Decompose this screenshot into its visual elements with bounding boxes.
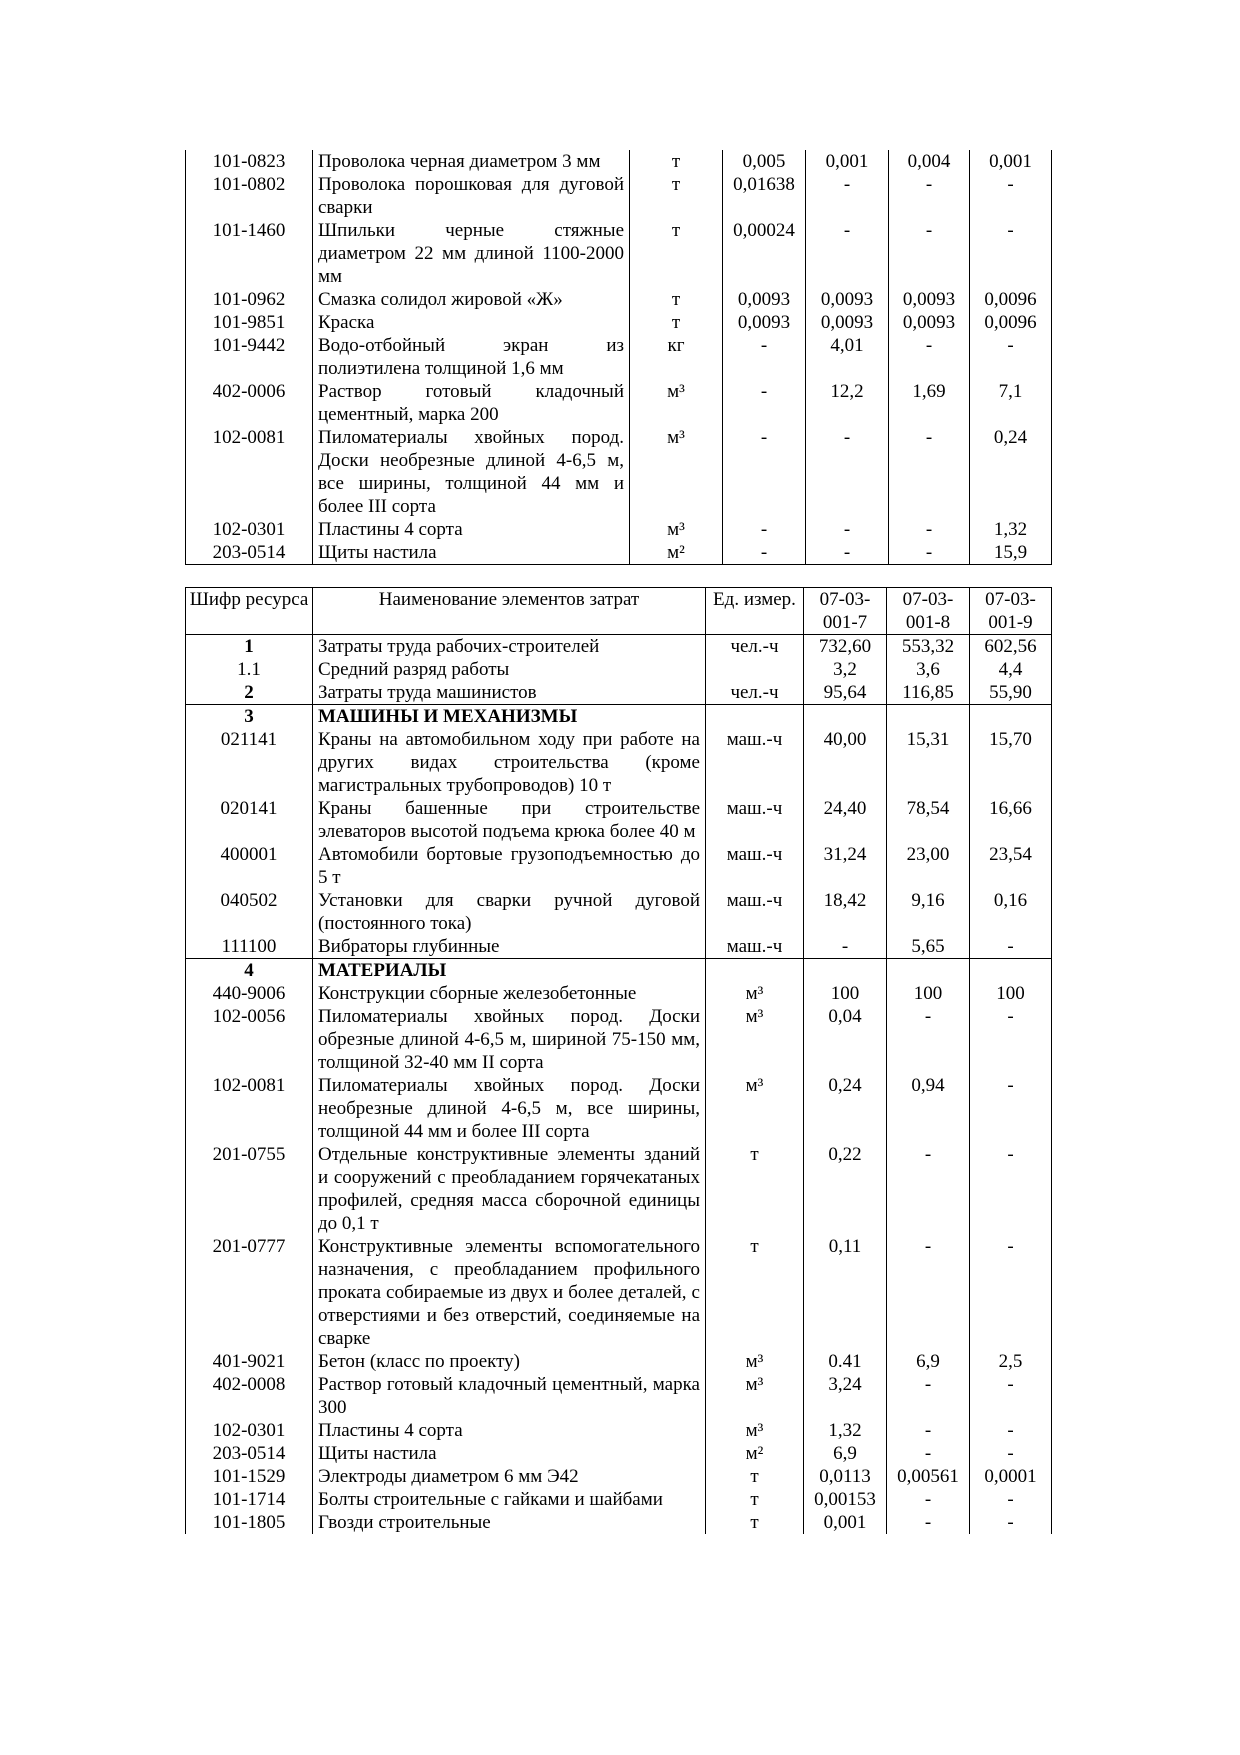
value-cell-3: - <box>970 1511 1052 1534</box>
unit-cell: т <box>706 1465 804 1488</box>
value-cell-3: 16,66 <box>970 797 1052 843</box>
resource-name-cell: Гвозди строительные <box>313 1511 706 1534</box>
resource-name-cell: Конструктивные элементы вспомогательного назначения, с преобладанием профильного проката собираемые из двух и более деталей, с отверстиями и без отверстий, соединяемые на сварке <box>313 1235 706 1350</box>
table-row <box>186 843 1052 889</box>
value-cell-3: 602,56 <box>970 635 1052 659</box>
unit-cell: т <box>706 1235 804 1350</box>
value-cell-1: 0,11 <box>804 1235 887 1350</box>
unit-cell: чел.-ч <box>706 681 804 705</box>
header-norm-3: 07-03-001-9 <box>970 588 1052 635</box>
unit-cell: м² <box>630 541 723 565</box>
resource-code-cell: 101-1714 <box>186 1488 313 1511</box>
value-cell-1: 3,2 <box>804 658 887 681</box>
value-cell-3 <box>970 705 1052 729</box>
resource-name-cell: Краска <box>313 311 630 334</box>
unit-cell: маш.-ч <box>706 889 804 935</box>
value-cell-3: 0,004 <box>889 150 970 173</box>
table-row <box>186 1350 1052 1373</box>
value-cell-3: - <box>970 1488 1052 1511</box>
resource-code-cell: 1 <box>186 635 313 659</box>
resource-code-cell: 201-0755 <box>186 1143 313 1235</box>
materials-table-body <box>186 150 1052 565</box>
value-cell-1: 0,24 <box>804 1074 887 1143</box>
value-cell-1: 1,32 <box>804 1419 887 1442</box>
unit-cell: т <box>630 173 723 219</box>
value-cell-2: 100 <box>887 982 970 1005</box>
value-cell-4: 0,24 <box>970 426 1052 518</box>
value-cell-1: 0,04 <box>804 1005 887 1074</box>
value-cell-2: - <box>887 1005 970 1074</box>
value-cell-1: 31,24 <box>804 843 887 889</box>
value-cell-2: - <box>887 1373 970 1419</box>
unit-cell: маш.-ч <box>706 797 804 843</box>
table-row <box>186 1442 1052 1465</box>
value-cell-1 <box>804 705 887 729</box>
value-cell-4: 7,1 <box>970 380 1052 426</box>
resource-name-cell: Проволока порошковая для дуговой сварки <box>313 173 630 219</box>
value-cell-1: 0,00153 <box>804 1488 887 1511</box>
table-row <box>186 658 1052 681</box>
header-unit: Ед. измер. <box>706 588 804 635</box>
table-row <box>186 219 1052 288</box>
unit-cell: м³ <box>630 518 723 541</box>
value-cell-2: 553,32 <box>887 635 970 659</box>
resource-name-cell: Электроды диаметром 6 мм Э42 <box>313 1465 706 1488</box>
unit-cell: т <box>706 1488 804 1511</box>
value-cell-4: - <box>970 334 1052 380</box>
unit-cell: маш.-ч <box>706 728 804 797</box>
value-cell-1: 18,42 <box>804 889 887 935</box>
resource-code-cell: 102-0056 <box>186 1005 313 1074</box>
value-cell-3: - <box>889 219 970 288</box>
value-cell-1: 0,0093 <box>723 311 806 334</box>
value-cell-1: 6,9 <box>804 1442 887 1465</box>
value-cell-1: 0,001 <box>804 1511 887 1534</box>
value-cell-2: - <box>887 1143 970 1235</box>
value-cell-3: 15,70 <box>970 728 1052 797</box>
resource-name-cell: Щиты настила <box>313 541 630 565</box>
unit-cell <box>706 658 804 681</box>
value-cell-3: 0,0093 <box>889 311 970 334</box>
value-cell-3: 0,0093 <box>889 288 970 311</box>
value-cell-2: 15,31 <box>887 728 970 797</box>
value-cell-3: - <box>970 1143 1052 1235</box>
value-cell-2: 6,9 <box>887 1350 970 1373</box>
table-row <box>186 426 1052 518</box>
header-resource-code: Шифр ресурса <box>186 588 313 635</box>
value-cell-2: - <box>806 219 889 288</box>
resource-name-cell: Пластины 4 сорта <box>313 1419 706 1442</box>
table-row <box>186 380 1052 426</box>
section-row <box>186 705 1052 729</box>
table-row <box>186 173 1052 219</box>
value-cell-2 <box>887 705 970 729</box>
value-cell-2: 0,001 <box>806 150 889 173</box>
value-cell-1: 100 <box>804 982 887 1005</box>
value-cell-4: 15,9 <box>970 541 1052 565</box>
table-row <box>186 1465 1052 1488</box>
table-row <box>186 1511 1052 1534</box>
value-cell-3: - <box>970 1373 1052 1419</box>
table-row <box>186 334 1052 380</box>
value-cell-2: 0,94 <box>887 1074 970 1143</box>
table-header-row <box>186 588 1052 635</box>
table-row <box>186 311 1052 334</box>
resource-code-cell: 440-9006 <box>186 982 313 1005</box>
resource-code-cell: 101-1805 <box>186 1511 313 1534</box>
unit-cell: маш.-ч <box>706 935 804 959</box>
unit-cell: м³ <box>630 426 723 518</box>
value-cell-1: 0,01638 <box>723 173 806 219</box>
value-cell-2: - <box>887 1511 970 1534</box>
unit-cell <box>706 959 804 983</box>
resource-code-cell: 101-1460 <box>186 219 313 288</box>
unit-cell: кг <box>630 334 723 380</box>
resource-code-cell: 1.1 <box>186 658 313 681</box>
resource-code-cell: 4 <box>186 959 313 983</box>
value-cell-3: 0,16 <box>970 889 1052 935</box>
resource-name-cell: Затраты труда машинистов <box>313 681 706 705</box>
table-row <box>186 728 1052 797</box>
resource-name-cell: Конструкции сборные железобетонные <box>313 982 706 1005</box>
table-row <box>186 1235 1052 1350</box>
value-cell-2: - <box>887 1419 970 1442</box>
unit-cell <box>706 705 804 729</box>
value-cell-2: - <box>806 518 889 541</box>
table-row <box>186 889 1052 935</box>
table-row <box>186 541 1052 565</box>
resource-code-cell: 101-9851 <box>186 311 313 334</box>
value-cell-3: 1,69 <box>889 380 970 426</box>
value-cell-3: - <box>970 935 1052 959</box>
value-cell-2: 116,85 <box>887 681 970 705</box>
resource-code-cell: 101-0802 <box>186 173 313 219</box>
resource-code-cell: 101-0823 <box>186 150 313 173</box>
unit-cell: м³ <box>706 1005 804 1074</box>
resource-code-cell: 203-0514 <box>186 541 313 565</box>
resource-code-cell: 102-0081 <box>186 426 313 518</box>
value-cell-2: 0,0093 <box>806 288 889 311</box>
unit-cell: м³ <box>706 1350 804 1373</box>
value-cell-1: 0,005 <box>723 150 806 173</box>
resource-code-cell: 3 <box>186 705 313 729</box>
value-cell-3: 2,5 <box>970 1350 1052 1373</box>
value-cell-1: 0.41 <box>804 1350 887 1373</box>
resource-code-cell: 101-1529 <box>186 1465 313 1488</box>
value-cell-1: 732,60 <box>804 635 887 659</box>
value-cell-2: - <box>887 1488 970 1511</box>
resource-code-cell: 201-0777 <box>186 1235 313 1350</box>
resource-name-cell: Шпильки черные стяжные диаметром 22 мм длиной 1100-2000 мм <box>313 219 630 288</box>
value-cell-2: 0,00561 <box>887 1465 970 1488</box>
resource-code-cell: 102-0081 <box>186 1074 313 1143</box>
resource-code-cell: 020141 <box>186 797 313 843</box>
value-cell-2: 3,6 <box>887 658 970 681</box>
resource-name-cell: Пиломатериалы хвойных пород. Доски обрезные длиной 4-6,5 м, шириной 75-150 мм, толщиной 32-40 мм II сорта <box>313 1005 706 1074</box>
value-cell-1 <box>804 959 887 983</box>
table-row <box>186 982 1052 1005</box>
value-cell-4: 0,001 <box>970 150 1052 173</box>
unit-cell: м³ <box>630 380 723 426</box>
table-row <box>186 288 1052 311</box>
resource-code-cell: 101-0962 <box>186 288 313 311</box>
value-cell-1: 3,24 <box>804 1373 887 1419</box>
value-cell-4: - <box>970 173 1052 219</box>
unit-cell: м³ <box>706 1373 804 1419</box>
value-cell-2: 5,65 <box>887 935 970 959</box>
value-cell-3: 55,90 <box>970 681 1052 705</box>
resource-name-cell: Пиломатериалы хвойных пород. Доски необрезные длиной 4-6,5 м, все ширины, толщиной 44 мм и более III сорта <box>313 1074 706 1143</box>
resource-name-cell: Установки для сварки ручной дуговой (постоянного тока) <box>313 889 706 935</box>
value-cell-2 <box>887 959 970 983</box>
resource-code-cell: 102-0301 <box>186 1419 313 1442</box>
resource-code-cell: 021141 <box>186 728 313 797</box>
table-row <box>186 518 1052 541</box>
unit-cell: м³ <box>706 1419 804 1442</box>
value-cell-2: - <box>806 426 889 518</box>
value-cell-2: 23,00 <box>887 843 970 889</box>
unit-cell: т <box>706 1143 804 1235</box>
materials-table-continued <box>185 150 1052 565</box>
table-row <box>186 1143 1052 1235</box>
value-cell-3: 23,54 <box>970 843 1052 889</box>
resource-name-cell: Раствор готовый кладочный цементный, марка 300 <box>313 1373 706 1419</box>
value-cell-3: - <box>970 1074 1052 1143</box>
resource-code-cell: 102-0301 <box>186 518 313 541</box>
unit-cell: т <box>630 311 723 334</box>
value-cell-4: 0,0096 <box>970 288 1052 311</box>
value-cell-3: - <box>970 1235 1052 1350</box>
resource-name-cell: Пластины 4 сорта <box>313 518 630 541</box>
resource-name-cell: Средний разряд работы <box>313 658 706 681</box>
resource-name-cell: Пиломатериалы хвойных пород. Доски необрезные длиной 4-6,5 м, все ширины, толщиной 44 мм и более III сорта <box>313 426 630 518</box>
header-norm-2: 07-03-001-8 <box>887 588 970 635</box>
value-cell-4: 1,32 <box>970 518 1052 541</box>
value-cell-4: 0,0096 <box>970 311 1052 334</box>
value-cell-2: 78,54 <box>887 797 970 843</box>
resource-name-cell: Болты строительные с гайками и шайбами <box>313 1488 706 1511</box>
resource-name-cell: Вибраторы глубинные <box>313 935 706 959</box>
resource-code-cell: 401-9021 <box>186 1350 313 1373</box>
resource-name-cell: Краны башенные при строительстве элеваторов высотой подъема крюка более 40 м <box>313 797 706 843</box>
unit-cell: м² <box>706 1442 804 1465</box>
resource-code-cell: 101-9442 <box>186 334 313 380</box>
value-cell-4: - <box>970 219 1052 288</box>
unit-cell: т <box>630 219 723 288</box>
value-cell-3 <box>970 959 1052 983</box>
value-cell-3: - <box>970 1419 1052 1442</box>
resource-code-cell: 111100 <box>186 935 313 959</box>
table-row <box>186 797 1052 843</box>
unit-cell: чел.-ч <box>706 635 804 659</box>
resource-code-cell: 203-0514 <box>186 1442 313 1465</box>
value-cell-1: 24,40 <box>804 797 887 843</box>
resource-code-cell: 400001 <box>186 843 313 889</box>
unit-cell: м³ <box>706 982 804 1005</box>
resource-name-cell: Смазка солидол жировой «Ж» <box>313 288 630 311</box>
resource-name-cell: Отдельные конструктивные элементы зданий и сооружений с преобладанием горячекатаных профилей, средняя масса сборочной единицы до 0,1 т <box>313 1143 706 1235</box>
unit-cell: т <box>630 288 723 311</box>
value-cell-3: - <box>889 541 970 565</box>
header-cost-element-name: Наименование элементов затрат <box>313 588 706 635</box>
table-row <box>186 1005 1052 1074</box>
value-cell-2: 0,0093 <box>806 311 889 334</box>
value-cell-1: - <box>723 541 806 565</box>
table-row <box>186 1373 1052 1419</box>
table-row <box>186 635 1052 659</box>
value-cell-2: 4,01 <box>806 334 889 380</box>
table-row <box>186 1074 1052 1143</box>
value-cell-3: - <box>970 1005 1052 1074</box>
resource-name-cell: Проволока черная диаметром 3 мм <box>313 150 630 173</box>
value-cell-1: - <box>723 380 806 426</box>
value-cell-3: - <box>889 334 970 380</box>
resource-code-cell: 402-0006 <box>186 380 313 426</box>
value-cell-1: - <box>723 518 806 541</box>
table-row <box>186 935 1052 959</box>
value-cell-1: 0,0093 <box>723 288 806 311</box>
value-cell-2: - <box>806 173 889 219</box>
value-cell-2: 12,2 <box>806 380 889 426</box>
section-row <box>186 959 1052 983</box>
resource-name-cell: Раствор готовый кладочный цементный, марка 200 <box>313 380 630 426</box>
resource-name-cell: Щиты настила <box>313 1442 706 1465</box>
value-cell-3: - <box>970 1442 1052 1465</box>
value-cell-1: - <box>723 334 806 380</box>
value-cell-1: 40,00 <box>804 728 887 797</box>
value-cell-3: 4,4 <box>970 658 1052 681</box>
value-cell-3: - <box>889 518 970 541</box>
unit-cell: т <box>630 150 723 173</box>
resource-name-cell: Затраты труда рабочих-строителей <box>313 635 706 659</box>
table-row <box>186 681 1052 705</box>
resource-code-cell: 2 <box>186 681 313 705</box>
value-cell-1: 95,64 <box>804 681 887 705</box>
resource-code-cell: 040502 <box>186 889 313 935</box>
value-cell-1: - <box>723 426 806 518</box>
value-cell-2: - <box>887 1442 970 1465</box>
unit-cell: т <box>706 1511 804 1534</box>
value-cell-1: 0,00024 <box>723 219 806 288</box>
value-cell-2: 9,16 <box>887 889 970 935</box>
resource-name-cell: Бетон (класс по проекту) <box>313 1350 706 1373</box>
resource-name-cell: Водо-отбойный экран из полиэтилена толщиной 1,6 мм <box>313 334 630 380</box>
unit-cell: м³ <box>706 1074 804 1143</box>
value-cell-2: - <box>887 1235 970 1350</box>
value-cell-1: 0,22 <box>804 1143 887 1235</box>
table-row <box>186 150 1052 173</box>
unit-cell: маш.-ч <box>706 843 804 889</box>
value-cell-1: - <box>804 935 887 959</box>
resources-table <box>185 587 1052 1534</box>
resource-code-cell: 402-0008 <box>186 1373 313 1419</box>
value-cell-1: 0,0113 <box>804 1465 887 1488</box>
resource-name-cell: Автомобили бортовые грузоподъемностью до 5 т <box>313 843 706 889</box>
table-row <box>186 1419 1052 1442</box>
value-cell-3: 0,0001 <box>970 1465 1052 1488</box>
value-cell-3: - <box>889 173 970 219</box>
resources-table-body <box>186 635 1052 1535</box>
value-cell-3: 100 <box>970 982 1052 1005</box>
resource-name-cell: МАШИНЫ И МЕХАНИЗМЫ <box>313 705 706 729</box>
value-cell-3: - <box>889 426 970 518</box>
header-norm-1: 07-03-001-7 <box>804 588 887 635</box>
table-row <box>186 1488 1052 1511</box>
resource-name-cell: Краны на автомобильном ходу при работе на других видах строительства (кроме магистральных трубопроводов) 10 т <box>313 728 706 797</box>
value-cell-2: - <box>806 541 889 565</box>
resource-name-cell: МАТЕРИАЛЫ <box>313 959 706 983</box>
